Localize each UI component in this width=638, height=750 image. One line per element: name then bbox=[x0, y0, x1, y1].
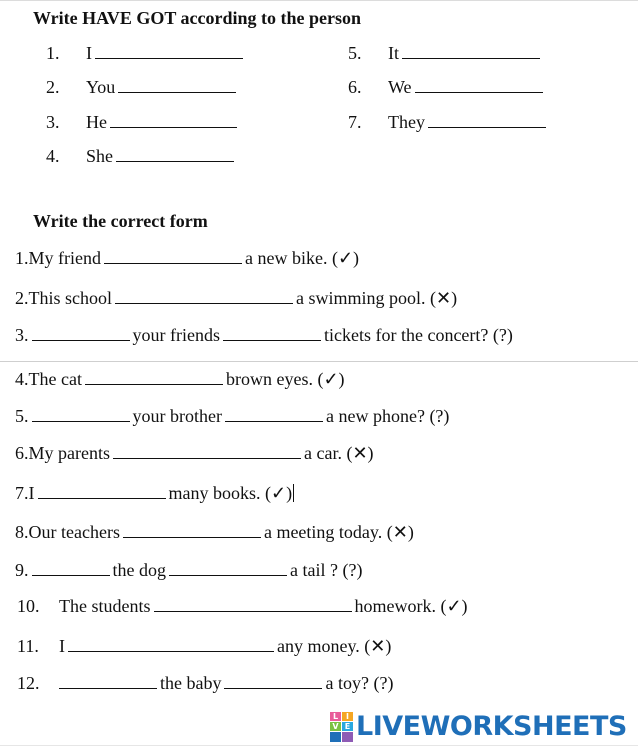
sentence-start: The cat bbox=[28, 369, 82, 389]
exercise-row bbox=[59, 672, 393, 694]
exercise-row bbox=[15, 442, 374, 464]
list-item bbox=[46, 76, 60, 98]
answer-blank[interactable] bbox=[59, 674, 157, 689]
item-number: 6. bbox=[15, 443, 29, 463]
list-item bbox=[348, 42, 362, 64]
exercise-row bbox=[59, 635, 391, 657]
answer-blank[interactable] bbox=[123, 523, 261, 538]
sentence-end: tickets for the concert? (?) bbox=[323, 325, 513, 345]
list-item bbox=[86, 76, 239, 98]
list-item bbox=[86, 42, 246, 64]
answer-blank[interactable] bbox=[95, 44, 243, 59]
section2-title: Write the correct form bbox=[33, 211, 208, 231]
answer-blank[interactable] bbox=[68, 637, 274, 652]
item-number: 5. bbox=[348, 43, 362, 63]
item-number: 4. bbox=[46, 146, 60, 166]
list-item bbox=[46, 42, 60, 64]
page-top-edge bbox=[0, 0, 638, 1]
sentence-end: a new bike. (✓) bbox=[244, 248, 360, 268]
answer-blank[interactable] bbox=[110, 113, 237, 128]
exercise-row-number bbox=[17, 595, 40, 617]
pronoun: It bbox=[388, 43, 399, 63]
list-item bbox=[388, 111, 549, 133]
sentence-end: a car. (✕) bbox=[303, 443, 374, 463]
logo-mark-icon bbox=[330, 712, 352, 740]
item-number: 11. bbox=[17, 636, 39, 656]
sentence-end: many books. (✓) bbox=[168, 483, 293, 503]
answer-blank[interactable] bbox=[38, 484, 166, 499]
item-number: 5. bbox=[15, 406, 29, 426]
sentence-start: Our teachers bbox=[28, 522, 120, 542]
item-number: 2. bbox=[46, 77, 60, 97]
pronoun: We bbox=[388, 77, 412, 97]
answer-blank[interactable] bbox=[225, 407, 323, 422]
item-number: 3. bbox=[15, 325, 29, 345]
pronoun: She bbox=[86, 146, 113, 166]
logo-mark-cell: L bbox=[330, 712, 341, 721]
page-bottom-edge bbox=[0, 745, 638, 746]
text-cursor bbox=[293, 484, 294, 502]
answer-blank[interactable] bbox=[113, 444, 301, 459]
exercise-row bbox=[15, 287, 457, 309]
sentence-middle: your brother bbox=[132, 406, 222, 426]
item-number: 10. bbox=[17, 596, 40, 616]
sentence-end: a tail ? (?) bbox=[290, 560, 363, 580]
answer-blank[interactable] bbox=[154, 597, 352, 612]
sentence-start: I bbox=[59, 636, 65, 656]
item-number: 3. bbox=[46, 112, 60, 132]
exercise-row bbox=[15, 482, 294, 504]
exercise-row bbox=[15, 368, 345, 390]
exercise-row bbox=[15, 405, 449, 427]
answer-blank[interactable] bbox=[223, 326, 321, 341]
list-item bbox=[46, 111, 60, 133]
logo-mark-cell: V bbox=[330, 722, 341, 731]
answer-blank[interactable] bbox=[115, 289, 293, 304]
pronoun: You bbox=[86, 77, 116, 97]
answer-blank[interactable] bbox=[428, 113, 546, 128]
pronoun: I bbox=[86, 43, 92, 63]
list-item bbox=[46, 145, 60, 167]
logo-mark-cell bbox=[342, 732, 353, 742]
sentence-start: My parents bbox=[28, 443, 110, 463]
item-number: 1. bbox=[15, 248, 29, 268]
list-item bbox=[388, 76, 546, 98]
exercise-row bbox=[15, 247, 359, 269]
exercise-row bbox=[59, 595, 468, 617]
answer-blank[interactable] bbox=[169, 561, 287, 576]
sentence-start: This school bbox=[28, 288, 112, 308]
sentence-end: any money. (✕) bbox=[277, 636, 392, 656]
answer-blank[interactable] bbox=[415, 78, 543, 93]
section1-title: Write HAVE GOT according to the person bbox=[33, 8, 361, 28]
answer-blank[interactable] bbox=[104, 249, 242, 264]
item-number: 7. bbox=[348, 112, 362, 132]
list-item bbox=[388, 42, 543, 64]
sentence-end: a swimming pool. (✕) bbox=[296, 288, 458, 308]
list-item bbox=[348, 76, 362, 98]
answer-blank[interactable] bbox=[118, 78, 236, 93]
logo-text: LIVEWORKSHEETS bbox=[356, 710, 627, 742]
logo-mark-cell: E bbox=[342, 722, 353, 731]
answer-blank[interactable] bbox=[224, 674, 322, 689]
item-number: 12. bbox=[17, 673, 40, 693]
pronoun: He bbox=[86, 112, 107, 132]
sentence-middle: your friends bbox=[132, 325, 220, 345]
exercise-row bbox=[15, 521, 414, 543]
sentence-end: homework. (✓) bbox=[354, 596, 468, 616]
sentence-end: brown eyes. (✓) bbox=[225, 369, 345, 389]
item-number: 7. bbox=[15, 483, 29, 503]
exercise-row bbox=[15, 559, 362, 581]
item-number: 6. bbox=[348, 77, 362, 97]
answer-blank[interactable] bbox=[85, 370, 223, 385]
sentence-end: a new phone? (?) bbox=[325, 406, 450, 426]
item-number: 8. bbox=[15, 522, 29, 542]
logo-mark-cell bbox=[330, 732, 341, 742]
item-number: 2. bbox=[15, 288, 29, 308]
sentence-middle: the baby bbox=[160, 673, 222, 693]
sentence-start: I bbox=[28, 483, 35, 503]
page-break-divider bbox=[0, 361, 638, 362]
exercise-row bbox=[15, 324, 513, 346]
list-item bbox=[86, 145, 237, 167]
item-number: 4. bbox=[15, 369, 29, 389]
answer-blank[interactable] bbox=[32, 561, 110, 576]
answer-blank[interactable] bbox=[402, 44, 540, 59]
item-number: 1. bbox=[46, 43, 60, 63]
list-item bbox=[86, 111, 240, 133]
logo-mark-cell: I bbox=[342, 712, 353, 721]
exercise-row-number bbox=[17, 672, 40, 694]
sentence-end: a toy? (?) bbox=[325, 673, 394, 693]
exercise-row-number bbox=[17, 635, 39, 657]
sentence-start: The students bbox=[59, 596, 151, 616]
list-item bbox=[348, 111, 362, 133]
answer-blank[interactable] bbox=[32, 326, 130, 341]
sentence-middle: the dog bbox=[112, 560, 166, 580]
pronoun: They bbox=[388, 112, 425, 132]
answer-blank[interactable] bbox=[32, 407, 130, 422]
sentence-end: a meeting today. (✕) bbox=[263, 522, 414, 542]
liveworksheets-logo bbox=[330, 710, 627, 742]
sentence-start: My friend bbox=[28, 248, 101, 268]
item-number: 9. bbox=[15, 560, 29, 580]
answer-blank[interactable] bbox=[116, 147, 234, 162]
